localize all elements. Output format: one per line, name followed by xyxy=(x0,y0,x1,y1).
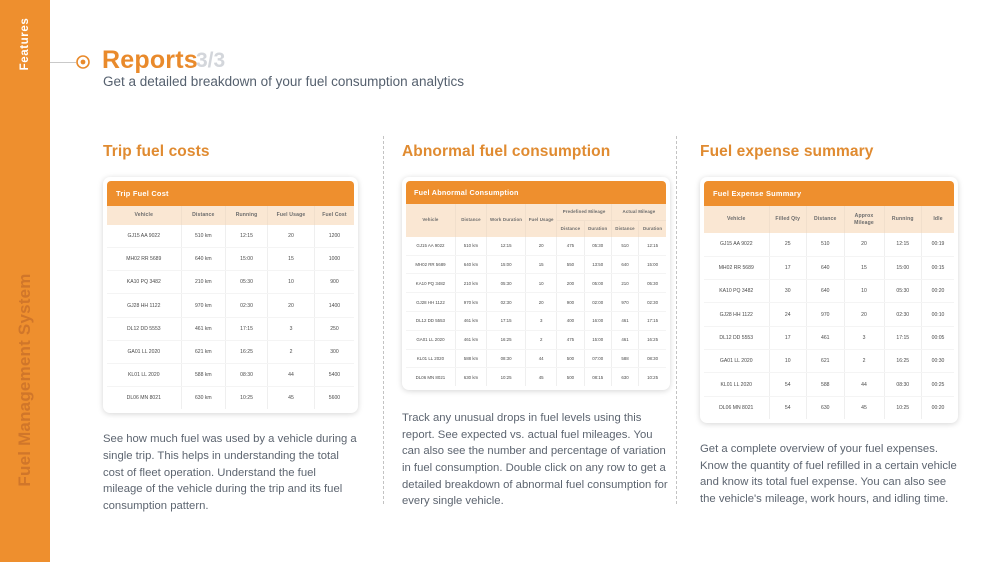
cell-value: 588 km xyxy=(455,349,486,368)
cell-value: 02:30 xyxy=(487,293,526,312)
cell-value: 54 xyxy=(769,373,807,396)
cell-value: 640 xyxy=(807,256,845,279)
cell-value: 02:30 xyxy=(226,294,268,317)
cell-value: 640 xyxy=(611,255,638,274)
table-row[interactable] xyxy=(107,364,354,387)
cell-value: 10 xyxy=(268,271,315,294)
page-subtitle: Get a detailed breakdown of your fuel consumption analytics xyxy=(103,74,464,89)
column-header: Filled Qty xyxy=(769,206,807,233)
card-fuel-abnormal-consumption[interactable] xyxy=(402,177,670,390)
cell-value: 00:05 xyxy=(922,326,955,349)
cell-value: 630 km xyxy=(455,368,486,386)
cell-value: 20 xyxy=(268,294,315,317)
cell-value: 45 xyxy=(844,396,884,419)
cell-value: 210 xyxy=(611,274,638,293)
cell-value: 15:00 xyxy=(639,255,666,274)
table-row[interactable] xyxy=(406,330,666,349)
cell-value: 5600 xyxy=(328,395,341,402)
cell-value: 12:15 xyxy=(884,233,922,256)
cell-value: 510 xyxy=(807,233,845,256)
page-counter: 3/3 xyxy=(196,49,226,72)
cell-value: 20 xyxy=(268,225,315,248)
cell-value: 3 xyxy=(526,312,557,331)
table-row[interactable] xyxy=(406,312,666,331)
column-header: Duration xyxy=(639,220,666,236)
cell-value: 461 km xyxy=(181,317,225,340)
cell-vehicle: KA10 PQ 3482 xyxy=(107,271,181,294)
rail-product-label: Fuel Management System xyxy=(15,273,34,487)
column-header: Fuel Usage xyxy=(526,204,557,237)
column-header: Duration xyxy=(584,220,611,236)
column-group-header: Predefined Mileage xyxy=(557,204,612,220)
column-header: Running xyxy=(884,206,922,233)
column-divider-2 xyxy=(676,136,677,504)
cell-vehicle: GJ28 HH 1122 xyxy=(704,303,769,326)
cell-value: 1400 xyxy=(314,294,354,317)
cell-value: 970 xyxy=(807,303,845,326)
table-row[interactable] xyxy=(704,373,954,396)
column-group-header: Actual Mileage xyxy=(611,204,666,220)
table-row[interactable] xyxy=(107,387,354,410)
cell-value: 10:25 xyxy=(884,396,922,419)
cell-value: 15 xyxy=(526,255,557,274)
column-header: Vehicle xyxy=(107,206,181,225)
description-abnormal-fuel-consumption: Track any unusual drops in fuel levels using this report. See expected vs. actual fuel mileages. You can also see the number and percentage of variation in fuel consumption. Double click on any row to get a detailed breakdown of abnormal fuel consumption for every single vehicle. xyxy=(402,412,668,508)
cell-value: 00:15 xyxy=(922,256,955,279)
cell-vehicle: GA01 LL 2020 xyxy=(406,330,455,349)
cell-value: 10 xyxy=(844,279,884,302)
column-header: Distance xyxy=(557,220,584,236)
cell-value: 00:10 xyxy=(922,303,955,326)
cell-vehicle: MH02 RR 5689 xyxy=(406,255,455,274)
cell-value: 2 xyxy=(526,330,557,349)
cell-value: 10:25 xyxy=(226,387,268,410)
cell-value: 510 km xyxy=(181,225,225,248)
rail-features-label: Features xyxy=(19,17,31,71)
cell-value: 25 xyxy=(769,233,807,256)
column-header: Distance xyxy=(611,220,638,236)
table-row[interactable] xyxy=(406,349,666,368)
cell-value: 15 xyxy=(268,248,315,271)
cell-value: 02:30 xyxy=(884,303,922,326)
description-fuel-expense-summary: Get a complete overview of your fuel expenses. Know the quantity of fuel refilled in a certain vehicle and know its total fuel expense. You can also see the vehicle's mileage, work hours, and idling time. xyxy=(700,443,957,505)
cell-value: 970 km xyxy=(455,293,486,312)
header-connector-line xyxy=(50,62,76,63)
cell-value: 475 xyxy=(557,237,584,255)
cell-value: 461 km xyxy=(455,330,486,349)
column-trip-fuel-costs xyxy=(103,143,358,514)
cell-value: 12:15 xyxy=(226,225,268,248)
cell-value: 250 xyxy=(314,317,354,340)
table-row[interactable] xyxy=(406,274,666,293)
cell-value: 210 km xyxy=(455,274,486,293)
cell-value: 20 xyxy=(526,237,557,255)
cell-value: 510 xyxy=(611,237,638,255)
cell-value: 20 xyxy=(526,293,557,312)
cell-value: 08:30 xyxy=(639,349,666,368)
column-header: Distance xyxy=(181,206,225,225)
cell-value: 475 xyxy=(557,330,584,349)
cell-value: 900 xyxy=(314,271,354,294)
cell-value: 00:19 xyxy=(922,233,955,256)
column-divider-1 xyxy=(383,136,384,504)
cell-value: 02:30 xyxy=(639,293,666,312)
cell-value: 00:30 xyxy=(922,350,955,373)
cell-value: 15:00 xyxy=(226,248,268,271)
page-title: Reports xyxy=(102,46,198,74)
column-fuel-expense-summary xyxy=(700,143,958,508)
table-row[interactable] xyxy=(704,303,954,326)
table-fuel-abnormal-consumption[interactable] xyxy=(406,204,666,386)
cell-vehicle: GA01 LL 2020 xyxy=(704,350,769,373)
cell-value: 400 xyxy=(557,312,584,331)
column-header: Fuel Usage xyxy=(268,206,315,225)
cell-value: 08:15 xyxy=(584,368,611,386)
cell-value: 20 xyxy=(844,233,884,256)
table-row[interactable] xyxy=(704,396,954,419)
cell-vehicle: KA10 PQ 3482 xyxy=(406,274,455,293)
cell-vehicle: GJ28 HH 1122 xyxy=(406,293,455,312)
cell-value: 15:00 xyxy=(584,330,611,349)
cell-value: 20 xyxy=(844,303,884,326)
table-row[interactable] xyxy=(406,237,666,255)
cell-value: 1200 xyxy=(314,225,354,248)
cell-value: 45 xyxy=(268,387,315,410)
cell-value: 44 xyxy=(844,373,884,396)
cell-value: 588 xyxy=(611,349,638,368)
cell-value: 17:15 xyxy=(639,312,666,331)
cell-value: 630 xyxy=(807,396,845,419)
cell-value: 200 xyxy=(557,274,584,293)
section-title-fuel-expense-summary: Fuel expense summary xyxy=(700,143,874,160)
table-row[interactable] xyxy=(704,326,954,349)
table-trip-fuel-cost[interactable] xyxy=(107,206,354,409)
cell-vehicle: KL01 LL 2020 xyxy=(107,364,181,387)
cell-value: 10 xyxy=(526,274,557,293)
cell-vehicle: KA10 PQ 3482 xyxy=(704,279,769,302)
cell-value: 30 xyxy=(769,279,807,302)
table-row[interactable] xyxy=(107,294,354,317)
cell-value: 05:30 xyxy=(639,274,666,293)
cell-value: 461 xyxy=(807,326,845,349)
cell-value: 970 km xyxy=(181,294,225,317)
table-row[interactable] xyxy=(406,255,666,274)
cell-value: 2 xyxy=(844,350,884,373)
cell-vehicle: DL12 DD 5553 xyxy=(406,312,455,331)
cell-value: 16:25 xyxy=(884,350,922,373)
cell-value: 17:15 xyxy=(884,326,922,349)
cell-value: 05:30 xyxy=(884,279,922,302)
cell-value: 44 xyxy=(268,364,315,387)
cell-value: 300 xyxy=(314,340,354,363)
column-header: Distance xyxy=(455,204,486,237)
card-title-fuel-expense-summary: Fuel Expense Summary xyxy=(704,181,954,206)
column-header: Idle xyxy=(922,206,955,233)
cell-value: 630 km xyxy=(181,387,225,410)
section-title-trip-fuel-costs: Trip fuel costs xyxy=(103,143,210,160)
cell-value: 05:30 xyxy=(487,274,526,293)
cell-value: 500 xyxy=(557,349,584,368)
cell-value: 17:15 xyxy=(226,317,268,340)
table-row[interactable] xyxy=(406,293,666,312)
cell-value: 02:00 xyxy=(584,293,611,312)
table-row[interactable] xyxy=(107,225,354,248)
description-trip-fuel-costs: See how much fuel was used by a vehicle during a single trip. This helps in understanding the total cost of fleet operation. Understand the fuel mileage of the vehicle during the trip and its fuel consumption pattern. xyxy=(103,433,357,512)
cell-value: 07:00 xyxy=(584,349,611,368)
cell-value: 500 xyxy=(557,368,584,386)
left-orange-rail xyxy=(0,0,50,562)
cell-vehicle: MH02 RR 5689 xyxy=(704,256,769,279)
cell-value: 16:00 xyxy=(584,312,611,331)
cell-value: 5400 xyxy=(314,364,354,387)
cell-value: 16:25 xyxy=(639,330,666,349)
table-row[interactable] xyxy=(704,279,954,302)
card-fuel-expense-summary[interactable] xyxy=(700,177,958,423)
cell-value: 461 xyxy=(611,312,638,331)
section-title-abnormal-fuel-consumption: Abnormal fuel consumption xyxy=(402,143,611,160)
cell-value: 12:15 xyxy=(487,237,526,255)
cell-value: 00:20 xyxy=(922,279,955,302)
cell-value: 640 km xyxy=(181,248,225,271)
cell-vehicle: DL12 DD 5553 xyxy=(704,326,769,349)
cell-value: 900 xyxy=(557,293,584,312)
cell-value: 621 km xyxy=(181,340,225,363)
column-abnormal-fuel-consumption xyxy=(402,143,670,510)
cell-value: 550 xyxy=(557,255,584,274)
cell-value: 24 xyxy=(769,303,807,326)
cell-vehicle: DL12 DD 5553 xyxy=(107,317,181,340)
column-header: Vehicle xyxy=(704,206,769,233)
column-header: Approx Mileage xyxy=(844,206,884,233)
cell-value: 54 xyxy=(769,396,807,419)
column-header: Running xyxy=(226,206,268,225)
cell-value: 17 xyxy=(769,326,807,349)
cell-vehicle: DL06 MN 8021 xyxy=(107,387,181,410)
table-row[interactable] xyxy=(406,368,666,386)
cell-value: 15:00 xyxy=(884,256,922,279)
table-row[interactable] xyxy=(704,233,954,256)
cell-value: 461 km xyxy=(455,312,486,331)
cell-value: 08:30 xyxy=(487,349,526,368)
cell-value: 45 xyxy=(526,368,557,386)
cell-vehicle: KL01 LL 2020 xyxy=(704,373,769,396)
table-row[interactable] xyxy=(107,248,354,271)
cell-value: 00:25 xyxy=(922,373,955,396)
column-header: Work Duration xyxy=(487,204,526,237)
cell-value: 05:00 xyxy=(584,274,611,293)
column-header: Vehicle xyxy=(406,204,455,237)
cell-vehicle: DL06 MN 8021 xyxy=(406,368,455,386)
cell-vehicle: GJ15 AA 9022 xyxy=(406,237,455,255)
cell-value: 970 xyxy=(611,293,638,312)
column-header: Fuel Cost xyxy=(314,206,354,225)
cell-value: 10 xyxy=(769,350,807,373)
cell-value: 510 km xyxy=(455,237,486,255)
cell-value: 15 xyxy=(844,256,884,279)
column-header: Distance xyxy=(807,206,845,233)
cell-vehicle: GJ28 HH 1122 xyxy=(107,294,181,317)
cell-value: 10:25 xyxy=(487,368,526,386)
cell-value: 15:00 xyxy=(487,255,526,274)
table-header-row xyxy=(704,206,954,233)
card-title-trip-fuel-cost: Trip Fuel Cost xyxy=(107,181,354,206)
target-icon xyxy=(76,55,90,69)
cell-value: 17 xyxy=(769,256,807,279)
cell-value: 10:25 xyxy=(647,374,659,380)
cell-value: 461 xyxy=(611,330,638,349)
table-row[interactable] xyxy=(107,340,354,363)
cell-value: 17:15 xyxy=(487,312,526,331)
cell-vehicle: GJ15 AA 9022 xyxy=(704,233,769,256)
cell-value: 12:15 xyxy=(639,237,666,255)
cell-value: 13:50 xyxy=(584,255,611,274)
table-row[interactable] xyxy=(107,317,354,340)
table-fuel-expense-summary[interactable] xyxy=(704,206,954,419)
cell-value: 588 km xyxy=(181,364,225,387)
table-row[interactable] xyxy=(107,271,354,294)
card-title-fuel-abnormal-consumption: Fuel Abnormal Consumption xyxy=(406,181,666,204)
cell-value: 630 xyxy=(611,368,638,386)
cell-value: 621 xyxy=(807,350,845,373)
cell-value: 00:20 xyxy=(931,405,945,412)
cell-value: 16:25 xyxy=(226,340,268,363)
cell-value: 16:25 xyxy=(487,330,526,349)
card-trip-fuel-cost[interactable] xyxy=(103,177,358,413)
table-row[interactable] xyxy=(704,350,954,373)
cell-value: 3 xyxy=(268,317,315,340)
cell-value: 05:30 xyxy=(584,237,611,255)
cell-value: 08:30 xyxy=(226,364,268,387)
cell-value: 588 xyxy=(807,373,845,396)
cell-vehicle: GJ15 AA 9022 xyxy=(107,225,181,248)
cell-value: 08:30 xyxy=(884,373,922,396)
cell-value: 1000 xyxy=(314,248,354,271)
cell-vehicle: MH02 RR 5689 xyxy=(107,248,181,271)
cell-value: 2 xyxy=(268,340,315,363)
table-header-row xyxy=(107,206,354,225)
cell-vehicle: DL06 MN 8021 xyxy=(704,396,769,419)
table-row[interactable] xyxy=(704,256,954,279)
cell-value: 44 xyxy=(526,349,557,368)
cell-vehicle: GA01 LL 2020 xyxy=(107,340,181,363)
cell-value: 640 xyxy=(807,279,845,302)
cell-value: 210 km xyxy=(181,271,225,294)
cell-value: 3 xyxy=(844,326,884,349)
cell-value: 05:30 xyxy=(226,271,268,294)
cell-vehicle: KL01 LL 2020 xyxy=(406,349,455,368)
cell-value: 640 km xyxy=(455,255,486,274)
table-group-header-row xyxy=(406,204,666,220)
